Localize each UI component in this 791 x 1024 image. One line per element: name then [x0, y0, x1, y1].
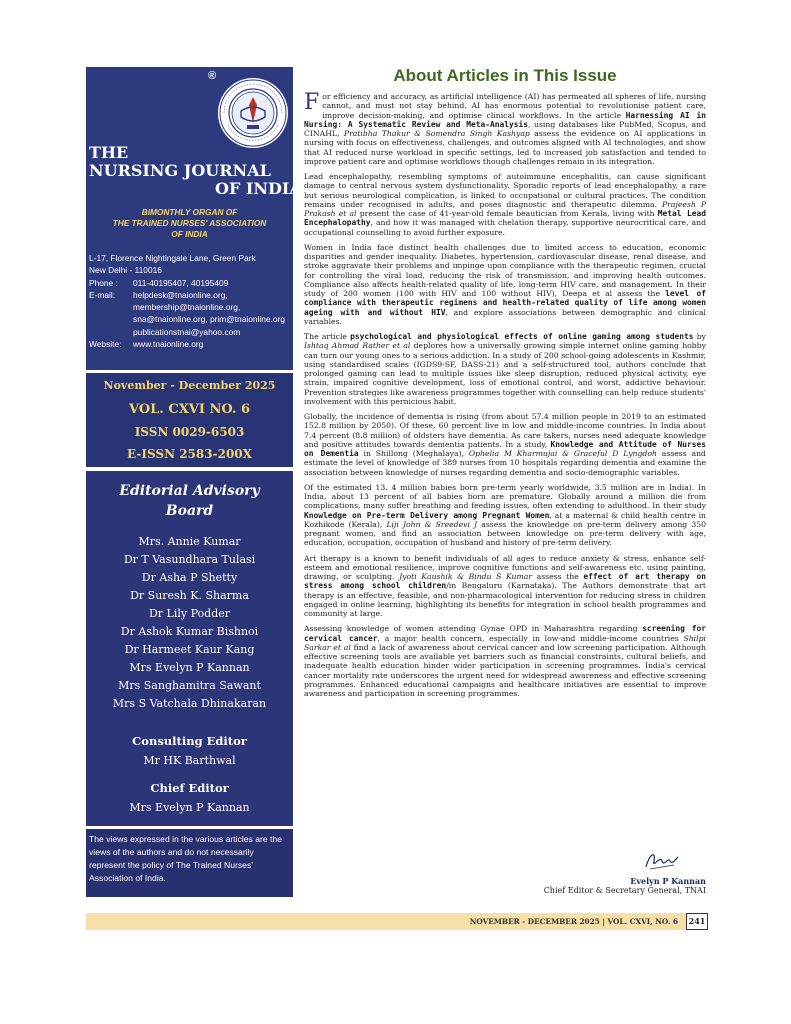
article-title-highlight: Knowledge and Attitude of Nurses on Dementia	[304, 439, 706, 458]
article-paragraph	[304, 412, 706, 477]
board-member: Dr Harmeet Kaur Kang	[124, 643, 255, 656]
article-paragraph	[304, 554, 706, 619]
disclaimer-block	[86, 829, 293, 897]
consulting-editor-label: Consulting Editor	[132, 734, 247, 748]
article-paragraph	[304, 483, 706, 548]
drop-cap: F	[304, 90, 320, 115]
article-title-highlight: Harnessing AI in Nursing: A Systematic Review and Meta-Analysis	[304, 110, 706, 129]
organ-line: THE TRAINED NURSES' ASSOCIATION	[112, 218, 267, 228]
text-run: , using databases like PubMed, Scopus, and CINAHL,	[304, 119, 706, 138]
author-names: Jyoti Kaushik & Bindu S Kumar	[399, 572, 533, 581]
chief-editor-name: Mrs Evelyn P Kannan	[129, 801, 250, 814]
author-names: Ophelia M Kharmujai & Graceful D Lyngdoh	[468, 449, 657, 458]
text-run: Assessing knowledge of women attending Gynae OPD in Maharashtra regarding	[304, 624, 643, 634]
signature-name: Evelyn P Kannan	[630, 876, 706, 886]
text-run: assess the	[532, 572, 584, 581]
website-link[interactable]: Website: www.tnaionline.org	[89, 339, 204, 350]
text-run: assess the knowledge on pre-term delivery among 350 pregnant women, and find an association between knowledge on pre-term delivery with age, education, occupation, occupation of husband and history of pre-term delivery.	[304, 519, 707, 548]
text-run: , a major health concern, especially in low-and middle-income countries	[377, 633, 684, 643]
article-title-highlight: effect of art therapy on stress among school children	[304, 572, 706, 591]
issue-period: November - December 2025	[103, 379, 276, 392]
consulting-editor-name: Mr HK Barthwal	[143, 754, 236, 767]
text-run: by	[693, 332, 706, 341]
text-run: /in Bengaluru (Karnataka). The Authors demonstrate that art therapy is an effective, feasible, and non-pharmacological intervention for reducing stress in children engaged in online learning, highlighting its benefits for integration in school health programmes and community at large.	[304, 581, 706, 618]
text-run: present the case of 41-year-old female beautician from Kerala, living with	[356, 209, 658, 218]
tnai-seal-icon	[214, 73, 292, 151]
author-names: Prajeesh P Prakash et al	[304, 199, 706, 218]
article-paragraph	[304, 92, 706, 166]
address-line: L-17, Florence Nightingale Lane, Green Park	[89, 253, 256, 263]
article-title-highlight: psychological and physiological effects of online gaming among students	[350, 332, 694, 341]
journal-title-line-1: THE	[89, 143, 129, 162]
text-run: , and explore associations between demographic and clinical variables.	[304, 307, 706, 326]
email-line[interactable]: membership@tnaionline.org,	[133, 302, 241, 313]
author-names: Liji John & Sreedevi J	[386, 519, 478, 529]
article-title-highlight: screening for cervical cancer	[304, 624, 706, 643]
email-line[interactable]: publicationstnai@yahoo.com	[133, 326, 241, 337]
article-paragraph	[304, 172, 706, 237]
text-run: , and how it was managed with chelation therapy, supportive neurocritical care, and occupational counselling to avoid further exposure.	[304, 218, 706, 237]
organ-line: BIMONTHLY ORGAN OF	[141, 207, 238, 217]
address-line: New Delhi - 110016	[89, 265, 162, 276]
board-member: Mrs Sanghamitra Sawant	[118, 679, 261, 692]
board-member: Dr Lily Podder	[148, 607, 231, 620]
text-run: , at a maternal & child health centre in Kozhikode (Kerala),	[304, 510, 707, 529]
editorial-board-title: Editorial Advisory Board	[119, 483, 260, 519]
article-title-highlight: level of compliance with therapeutic regimens and health-related quality of life among women ageing with and without HIV	[304, 289, 706, 317]
disclaimer-text: The views expressed in the various articles are the views of the authors and do not necessarily represent the policy of The Trained Nurses' Association of India.	[89, 834, 282, 883]
text-run: assess and estimate the level of knowledge of 389 nurses from 10 hospitals regarding dementia and examine the association between knowledge of nurses regarding dementia and socio-demographic variables.	[304, 449, 706, 477]
author-names: Shilpi Sarkar et al	[304, 633, 706, 652]
text-run: The article	[304, 332, 351, 341]
email-line[interactable]: E-mail: helpdesk@tnaionline.org,	[89, 289, 228, 300]
issue-volume: VOL. CXVI NO. 6	[128, 402, 251, 417]
page-title: About Articles in This Issue	[393, 66, 617, 85]
signature-title: Chief Editor & Secretary General, TNAI	[543, 886, 706, 895]
chief-editor-label: Chief Editor	[150, 781, 229, 795]
editorial-board-block	[86, 471, 293, 826]
journal-title-line-3: OF INDIA	[215, 179, 302, 198]
board-member: Dr Ashok Kumar Bishnoi	[120, 625, 259, 638]
journal-header-block	[86, 67, 302, 370]
board-member-list	[86, 533, 293, 713]
article-paragraph	[304, 332, 706, 406]
text-run: find a lack of awareness about cervical cancer and low screening participation. Although effective screening tools are available yet barriers such as financial constraints, cultural beliefs, and inadequate health education hinder wider participation in screening programmes. India's cervical cancer mortality rate underscores the urgent need for widespread awareness and effective screening programmes. Enhanced educational campaigns and healthcare initiatives are essential to improve awareness and participation in screening programmes.	[304, 642, 706, 698]
board-member: Dr Suresh K. Sharma	[130, 589, 249, 602]
author-names: Pratibha Thakur & Somendra Singh Kashyap	[343, 129, 530, 138]
e-issn: E-ISSN 2583-200X	[127, 447, 252, 461]
email-line[interactable]: sna@tnaionline.org, prim@tnaionline.org	[133, 314, 286, 325]
board-member: Mrs Evelyn P Kannan	[129, 661, 250, 674]
board-member: Dr Asha P Shetty	[141, 571, 238, 584]
board-member: Mrs. Annie Kumar	[138, 535, 241, 548]
text-run: assess the evidence on AI applications in nursing with focus on effectiveness, challenges, and outcomes aligned with AI technologies, and show that AI reduced nurse workload in specific settings, led to increased job satisfaction and tended to improve patient care and optimise workflows though challenges remain in its integration.	[304, 129, 706, 166]
page-number: 241	[686, 913, 708, 930]
text-run: in Shillong (Meghalaya),	[358, 449, 469, 458]
text-run: or efficiency and accuracy, as artificial intelligence (AI) has permeated all spheres of life, nursing cannot, and must not stay behind. AI has enormous potential to revolutionise patient care, improve decision-making, and optimise clinical workflows. In the article	[322, 92, 706, 120]
text-run: Art therapy is a known to benefit individuals of all ages to reduce anxiety & stress, enhance self-esteem and emotional resilience, improve cognitive functions and self-awareness etc. using painting, drawing, or sculpting.	[304, 553, 706, 581]
text-run: Globally, the incidence of dementia is rising (from about 57.4 million people in 2019 to an estimated 152.8 million by 2050). Of these, 60 percent live in low and middle-income countries. In India about 7.4 percent (8.8 million) of oldsters have dementia. As care takers, nurses need adequate knowledge and positive attitudes towards dementia patients. In a study,	[304, 412, 706, 449]
board-member: Dr T Vasundhara Tulasi	[123, 553, 256, 566]
author-names: Ishtaq Ahmad Rather et al	[304, 341, 411, 351]
article-title-highlight: Metal Lead Encephalopathy	[304, 209, 706, 228]
contact-address	[89, 252, 285, 350]
text-run: Of the estimated 13. 4 million babies born pre-term yearly worldwide, 3.5 million are in India). In India, about 13 percent of all babies born are premature. Globally around a million die from complications, many suffer breathing and feeding issues, often extending to adulthood. In their study	[304, 482, 706, 511]
organ-line: OF INDIA	[171, 229, 208, 239]
article-paragraph	[304, 243, 706, 326]
handwritten-signature-icon	[640, 849, 680, 873]
article-title-highlight: Knowledge on Pre-term Delivery among Pregnant Women	[304, 510, 550, 520]
footer-issue-text: NOVEMBER - DECEMBER 2025 | VOL. CXVI, NO. 6	[469, 917, 678, 926]
text-run: Women in India face distinct health challenges due to limited access to education, economic disparities and gender inequality. Diabetes, hypertension, cardiovascular disease, renal disease, and stroke aggravate their problems and impinge upon compliance with the therapeutic regimen, crucial for controlling the viral load, reducing the risk of transmission, and improving health outcomes. Compliance also affects health-related quality of life, long-term HIV care, and management. In their study of 200 women (100 with HIV and 100 without HIV), Deepa et al assess the	[304, 242, 706, 298]
journal-title-line-2: NURSING JOURNAL	[89, 161, 271, 180]
article-paragraph	[304, 624, 706, 698]
text-run: Lead encephalopathy, resembling symptoms of autoimmune encephalitis, can cause significant damage to central nervous system dysfunctionality. Sporadic reports of lead encephalopathy, a rare but serious neurological complication, is linked to occupational or cultural practices. The condition remains under recognised in adults, and poses diagnostic and therapeutic dilemma.	[304, 172, 706, 209]
registered-mark: ®	[208, 70, 217, 82]
article-body	[304, 92, 706, 704]
bimonthly-organ-text	[86, 207, 293, 240]
issue-info-block	[86, 373, 293, 467]
phone-line: Phone : 011-40195407, 40195409	[89, 277, 229, 288]
text-run: deplores how a universally growing simple internet online gaming hobby can turn our young ones to a serious addiction. In a study of 200 school-going adolescents in Kashmir, using standardised scales (IGDS9-SF, DASS-21) and a self-structured tool, authors conclude that prolonged gaming can lead to multiple issues like sleep disruption, reduced physical activity, eye strain, impaired cognitive development, loss of emotional control, and worst, addictive behaviour. Prevention strategies like awareness programmes together with counselling can help reduce students' involvement with this pernicious habit.	[304, 341, 706, 406]
issn: ISSN 0029-6503	[134, 425, 245, 439]
board-member: Mrs S Vatchala Dhinakaran	[112, 697, 267, 710]
sidebar	[86, 67, 302, 897]
